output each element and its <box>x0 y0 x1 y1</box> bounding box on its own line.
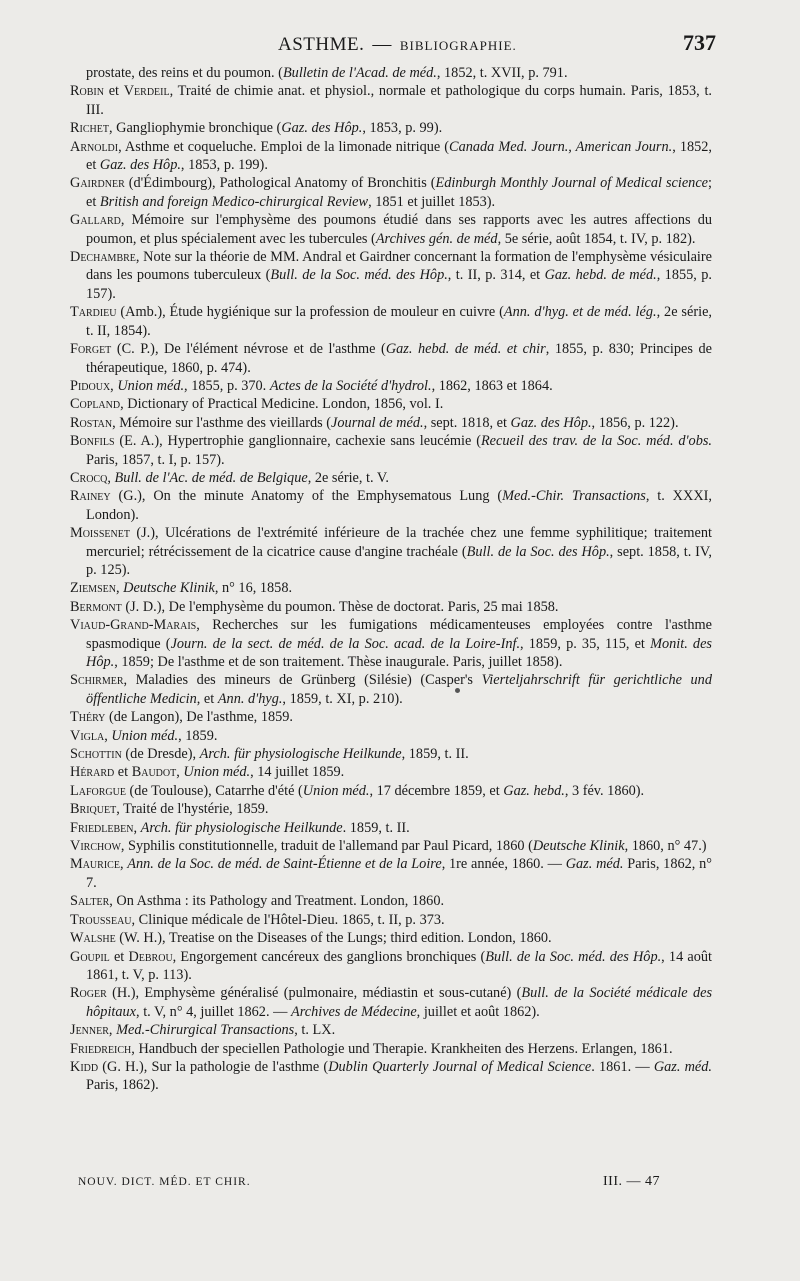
entry-text: . 1861. — <box>591 1058 654 1075</box>
entry-source-title: Union méd. <box>117 377 185 394</box>
bibliography-entry <box>70 671 712 708</box>
entry-text: . 1859, t. II. <box>342 819 410 836</box>
bibliography-entry <box>70 303 712 340</box>
entry-source-title: Arch. für physiologische Heilkunde <box>199 746 402 763</box>
bibliography-entry <box>70 782 712 800</box>
entry-source-title: Dublin Quarterly Journal of Medical Science <box>328 1058 592 1075</box>
entry-author: Trousseau <box>70 911 132 928</box>
entry-author: Baudot <box>131 764 177 781</box>
entry-text: (E. A.), Hypertrophie ganglionnaire, cachexie sans leucémie ( <box>114 433 481 450</box>
bibliography-entry <box>70 984 712 1021</box>
entry-author: Goupil <box>70 948 110 965</box>
bibliography-entry <box>70 892 712 910</box>
entry-source-title: Bulletin de l'Acad. de méd. <box>282 65 437 81</box>
entry-text: (d'Édimbourg), Pathological Anatomy of Bronchitis ( <box>124 175 436 192</box>
bibliography-entry <box>70 800 712 818</box>
entry-text: , 1859, t. XI, p. 210). <box>282 690 403 707</box>
entry-text: , Dictionary of Practical Medicine. London, 1856, vol. I. <box>120 396 444 413</box>
entry-author: Viaud-Grand-Marais <box>70 617 197 634</box>
entry-author: Maurice <box>70 856 120 873</box>
entry-source-title: Bull. de la Soc. méd. des Hôp. <box>485 948 662 965</box>
entry-text: , t. II, p. 314, et <box>447 267 545 284</box>
entry-source-title: Gaz. des Hôp. <box>99 157 181 174</box>
entry-text: , Note sur la théorie de MM. Andral et Gairdner concernant la formation de l'emphysème vésiculaire dans les poumons tuberculeux ( <box>86 249 712 284</box>
entry-text: , et <box>196 690 218 707</box>
entry-source-title: Gaz. hebd. <box>503 782 565 799</box>
bibliography-entry <box>70 82 712 119</box>
entry-text: , t. LX. <box>294 1022 336 1039</box>
entry-text: , <box>133 819 141 836</box>
entry-text: , 1859. <box>178 727 218 744</box>
entry-source-title: Gaz. méd. <box>653 1058 712 1075</box>
bibliography-entry <box>70 819 712 837</box>
entry-author: Dechambre <box>70 249 136 266</box>
entry-text: Paris, 1862). <box>86 1077 159 1094</box>
bibliography-entry <box>70 745 712 763</box>
entry-author: Walshe <box>70 930 116 947</box>
entry-text: , t. XXXI, London). <box>86 488 712 523</box>
entry-author: Jenner <box>70 1022 109 1039</box>
entry-text: , Engorgement cancéreux des ganglions bronchiques ( <box>172 948 486 965</box>
entry-author: Pidoux <box>70 377 111 394</box>
bibliography-entry <box>70 395 712 413</box>
entry-text: , Mémoire sur l'emphysème des poumons étudié dans ses rapports avec les autres affections du poumon, et plus spécialement avec les tubercules ( <box>86 212 712 247</box>
entry-text: , Handbuch der speciellen Pathologie und Therapie. Krankheiten des Herzens. Erlangen, 1861. <box>131 1040 673 1057</box>
entry-text: , 3 fév. 1860). <box>564 782 645 799</box>
entry-text: , sept. 1858, t. IV, p. 125). <box>86 543 712 578</box>
entry-author: Schottin <box>70 746 122 763</box>
entry-author: Gallard <box>70 212 121 229</box>
entry-source-title: Ann. de la Soc. de méd. de Saint-Étienne et de la Loire <box>127 856 442 873</box>
bibliography-entry <box>70 616 712 671</box>
entry-source-title: Gaz. méd. <box>565 856 624 873</box>
entry-text: , <box>176 764 184 781</box>
bibliography-entry <box>70 929 712 947</box>
entry-source-title: Canada Med. Journ., American Journ. <box>449 138 673 155</box>
bibliography-entry <box>70 708 712 726</box>
entry-text: , 1852, t. XVII, p. 791. <box>436 65 568 81</box>
bibliography-entry <box>70 1040 712 1058</box>
entry-source-title: Union méd. <box>183 764 251 781</box>
entry-text: , Mémoire sur l'asthme des vieillards ( <box>112 414 332 431</box>
entry-text: , 1855, p. 830; Principes de thérapeutique, 1860, p. 474). <box>86 341 712 376</box>
entry-source-title: Ann. d'hyg. et de méd. lég. <box>503 304 657 321</box>
entry-text: (J.), Ulcérations de l'extrémité inférieure de la trachée chez une femme syphilitique; traitement mercuriel; rétrécissement de la cicatrice cause d'angine trachéale ( <box>86 525 712 560</box>
entry-text: , 1859, t. II. <box>401 746 469 763</box>
entry-author: Hérard <box>70 764 115 781</box>
entry-author: Briquet <box>70 801 117 818</box>
bibliography-entry <box>70 598 712 616</box>
entry-text: Paris, 1862, n° 7. <box>86 856 712 891</box>
entry-source-title: Union méd. <box>302 782 370 799</box>
entry-text: , 14 juillet 1859. <box>250 764 345 781</box>
entry-text: , 1855, p. 370. <box>184 377 270 394</box>
bibliography-entry <box>70 432 712 469</box>
entry-text: , n° 16, 1858. <box>214 580 293 597</box>
entry-author: Rainey <box>70 488 111 505</box>
entry-text: , t. V, n° 4, juillet 1862. — <box>136 1003 291 1020</box>
entry-text: , 17 décembre 1859, et <box>369 782 504 799</box>
entry-source-title: Bull. de la Soc. des Hôp. <box>466 543 610 560</box>
bibliography-entry <box>70 174 712 211</box>
entry-text: , <box>104 727 112 744</box>
entry-text: , 1re année, 1860. — <box>441 856 566 873</box>
entry-source-title: British and foreign Medico-chirurgical Review <box>99 193 369 210</box>
header-subtitle: BIBLIOGRAPHIE. <box>399 38 517 53</box>
entry-source-title: Gaz. des Hôp. <box>510 414 592 431</box>
entry-text: , 1855, p. 157). <box>86 267 712 302</box>
entry-author: Richet <box>70 120 109 137</box>
bibliography-entry <box>70 763 712 781</box>
entry-text: , 1860, n° 47.) <box>624 838 707 855</box>
entry-source-title: Med.-Chir. Transactions <box>502 488 646 505</box>
entry-author: Kidd <box>70 1058 99 1075</box>
entry-author: Théry <box>70 709 106 726</box>
entry-text: , Syphilis constitutionnelle, traduit de l'allemand par Paul Picard, 1860 ( <box>120 838 533 855</box>
bibliography-entry <box>70 1021 712 1039</box>
entry-author: Debrou <box>128 948 173 965</box>
bibliography-entry <box>70 64 712 82</box>
entry-text: , Gangliophymie bronchique ( <box>108 120 282 137</box>
footer-signature-mark: III. — 47 <box>603 1174 660 1189</box>
bibliography-entry <box>70 579 712 597</box>
entry-author: Rostan <box>70 414 113 431</box>
entry-text: , 14 août 1861, t. V, p. 113). <box>86 948 712 983</box>
bibliography-entry <box>70 248 712 303</box>
entry-text: , Asthme et coqueluche. Emploi de la limonade nitrique ( <box>118 138 450 155</box>
entry-source-title: Archives de Médecine <box>290 1003 417 1020</box>
entry-author: Bonfils <box>70 433 115 450</box>
entry-author: Robin <box>70 83 104 100</box>
bibliography-entry <box>70 855 712 892</box>
running-title <box>278 34 517 56</box>
entry-text: , 1856, p. 122). <box>591 414 679 431</box>
page-number: 737 <box>683 30 716 55</box>
bibliography-entry <box>70 469 712 487</box>
entry-source-title: Ann. d'hyg. <box>217 690 283 707</box>
entry-author: Laforgue <box>70 782 126 799</box>
bibliography-entry <box>70 524 712 579</box>
bibliography-entry <box>70 340 712 377</box>
ink-spot <box>455 688 460 693</box>
entry-text: ; et <box>86 175 713 210</box>
entry-source-title: Bull. de la Société médicale des hôpitaux <box>86 985 713 1020</box>
entry-author: Moissenet <box>70 525 130 542</box>
entry-source-title: Med.-Chirurgical Transactions <box>116 1022 295 1039</box>
entry-source-title: Gaz. hebd. de méd. et chir <box>385 341 546 358</box>
entry-text: , 1859, p. 35, 115, et <box>520 635 651 652</box>
entry-text: (H.), Emphysème généralisé (pulmonaire, médiastin et sous-cutané) ( <box>106 985 522 1002</box>
entry-source-title: Vierteljahrschrift für gerichtliche und öffentliche Medicin <box>86 672 712 707</box>
entry-author: Gairdner <box>70 175 125 192</box>
entry-author: Friedleben <box>70 819 134 836</box>
bibliography-entry <box>70 414 712 432</box>
entry-text: Paris, 1857, t. I, p. 157). <box>86 451 225 468</box>
entry-author: Schirmer <box>70 672 124 689</box>
entry-author: Forget <box>70 341 112 358</box>
bibliography-entry <box>70 727 712 745</box>
bibliography-list <box>70 64 712 1095</box>
entry-text: , On Asthma : its Pathology and Treatment. London, 1860. <box>109 893 445 910</box>
entry-text: , 2e série, t. II, 1854). <box>86 304 712 339</box>
entry-text: , 1853, p. 99). <box>362 120 443 137</box>
bibliography-entry <box>70 487 712 524</box>
entry-source-title: Bull. de l'Ac. de méd. de Belgique <box>114 469 308 486</box>
entry-text: (J. D.), De l'emphysème du poumon. Thèse de doctorat. Paris, 25 mai 1858. <box>121 598 559 615</box>
entry-source-title: Deutsche Klinik <box>123 580 215 597</box>
bibliography-entry <box>70 377 712 395</box>
entry-source-title: Monit. des Hôp. <box>86 635 712 670</box>
entry-source-title: Bull. de la Soc. méd. des Hôp. <box>270 267 448 284</box>
entry-text: et <box>103 83 124 100</box>
entry-source-title: Gaz. des Hôp. <box>281 120 363 137</box>
entry-source-title: Arch. für physiologische Heilkunde <box>140 819 343 836</box>
entry-text: , 1859; De l'asthme et de son traitement. Thèse inaugurale. Paris, juillet 1858). <box>114 654 563 670</box>
entry-source-title: Actes de la Société d'hydrol. <box>269 377 432 394</box>
entry-source-title: Recueil des trav. de la Soc. méd. d'obs. <box>480 433 712 450</box>
header-dash: — <box>372 34 392 55</box>
entry-text: , juillet et août 1862). <box>416 1003 540 1020</box>
footer-signature: NOUV. DICT. MÉD. ET CHIR. <box>78 1176 251 1188</box>
running-header <box>70 30 714 60</box>
entry-text: (de Dresde), <box>121 746 200 763</box>
bibliography-entry <box>70 948 712 985</box>
header-title: ASTHME. <box>278 34 365 55</box>
entry-author: Roger <box>70 985 107 1002</box>
entry-text: , <box>110 377 118 394</box>
entry-text: , <box>107 469 115 486</box>
entry-text: (W. H.), Treatise on the Diseases of the Lungs; third edition. London, 1860. <box>115 930 552 947</box>
bibliography-entry <box>70 837 712 855</box>
bibliography-entry <box>70 119 712 137</box>
entry-text: , 2e série, t. V. <box>307 469 389 486</box>
entry-text: (G.), On the minute Anatomy of the Emphysematous Lung ( <box>110 488 503 505</box>
entry-source-title: Journal de méd. <box>331 414 424 431</box>
entry-text: , sept. 1818, et <box>423 414 511 431</box>
entry-text: (de Toulouse), Catarrhe d'été ( <box>125 782 303 799</box>
entry-author: Crocq <box>70 469 108 486</box>
entry-text: , 5e série, août 1854, t. IV, p. 182). <box>497 230 696 247</box>
entry-text: , Traité de chimie anat. et physiol., normale et pathologique du corps humain. Paris, 1853, t. III. <box>86 83 712 118</box>
entry-text: , Clinique médicale de l'Hôtel-Dieu. 1865, t. II, p. 373. <box>131 911 445 928</box>
entry-text: , Maladies des mineurs de Grünberg (Silésie) (Casper's <box>123 672 482 689</box>
entry-source-title: Deutsche Klinik <box>532 838 625 855</box>
entry-text: , Recherches sur les fumigations médicamenteuses employées contre l'asthme spasmodique ( <box>86 617 712 652</box>
entry-author: Ziemsen <box>70 580 116 597</box>
entry-text: (G. H.), Sur la pathologie de l'asthme ( <box>98 1058 329 1075</box>
entry-author: Tardieu <box>70 304 117 321</box>
entry-author: Arnoldi <box>70 138 119 155</box>
entry-author: Bermont <box>70 598 122 615</box>
bibliography-entry <box>70 138 712 175</box>
entry-author: Virchow <box>70 838 121 855</box>
entry-text: , <box>119 856 128 873</box>
bibliography-entry <box>70 211 712 248</box>
entry-source-title: Gaz. hebd. de méd. <box>544 267 657 284</box>
entry-text: , 1851 et juillet 1853). <box>368 193 496 210</box>
entry-source-title: Journ. de la sect. de méd. de la Soc. acad. de la Loire-Inf. <box>170 635 521 652</box>
entry-text: , <box>115 580 124 597</box>
entry-author: Friedreich <box>70 1040 132 1057</box>
entry-text: (Amb.), Étude hygiénique sur la profession de mouleur en cuivre ( <box>116 304 504 321</box>
entry-text: , 1862, 1863 et 1864. <box>431 377 553 394</box>
entry-text: , 1853, p. 199). <box>180 157 268 174</box>
entry-text: et <box>109 948 129 965</box>
entry-author: Salter <box>70 893 110 910</box>
entry-source-title: Edinburgh Monthly Journal of Medical science <box>435 175 709 192</box>
entry-author: Vigla <box>70 727 105 744</box>
page-footer <box>78 1176 660 1188</box>
entry-author: Verdeil <box>123 83 170 100</box>
entry-text: (C. P.), De l'élément névrose et de l'asthme ( <box>111 341 386 358</box>
entry-author: Copland <box>70 396 121 413</box>
bibliography-entry <box>70 911 712 929</box>
entry-text: , Traité de l'hystérie, 1859. <box>116 801 269 818</box>
entry-text: prostate, des reins et du poumon. ( <box>86 65 283 81</box>
bibliography-entry <box>70 1058 712 1095</box>
entry-text: , 1852, et <box>86 138 712 174</box>
entry-text: et <box>114 764 132 781</box>
entry-text: (de Langon), De l'asthme, 1859. <box>105 709 293 726</box>
entry-source-title: Archives gén. de méd <box>375 230 498 247</box>
entry-text: , <box>108 1022 117 1039</box>
entry-source-title: Union méd. <box>111 727 179 744</box>
